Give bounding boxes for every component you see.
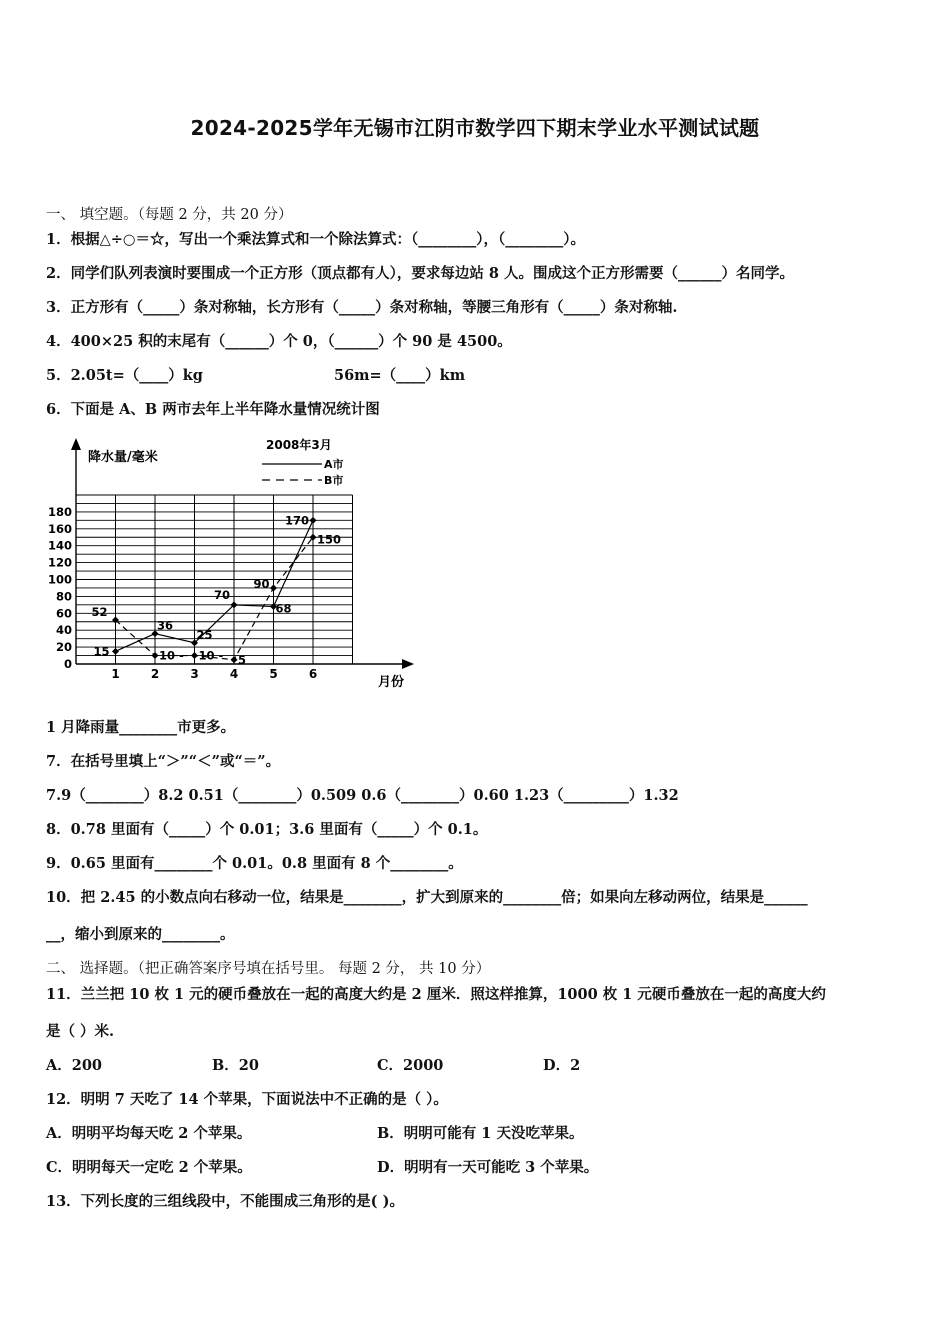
data-label: 68 xyxy=(275,601,292,616)
question-2: 2．同学们队列表演时要围成一个正方形（顶点都有人），要求每边站 8 人。围成这个正方形需要（______）名同学。 xyxy=(46,265,795,282)
y-axis-arrow xyxy=(71,438,81,450)
question-9: 9．0.65 里面有________个 0.01。0.8 里面有 8 个________。 xyxy=(46,855,463,872)
x-tick-label: 1 xyxy=(111,667,120,681)
x-tick-label: 3 xyxy=(190,667,199,681)
question-12: 12．明明 7 天吃了 14 个苹果，下面说法中不正确的是（ ）。 xyxy=(46,1091,448,1108)
question-11-line2: 是（ ）米. xyxy=(46,1023,115,1040)
y-tick-label: 140 xyxy=(47,538,72,553)
data-label: 10 - xyxy=(198,648,224,663)
y-tick-label: 160 xyxy=(47,521,72,536)
section1-header: 一、 填空题。（每题 2 分，共 20 分） xyxy=(46,207,293,223)
question-5-a: 5．2.05t=（____）kg xyxy=(46,367,203,384)
chart-y-axis-label: 降水量/毫米 xyxy=(88,450,158,465)
question-3: 3．正方形有（_____）条对称轴，长方形有（_____）条对称轴，等腰三角形有（_____）条对称轴. xyxy=(46,299,678,316)
x-tick-label: 5 xyxy=(269,667,278,681)
x-tick-label: 4 xyxy=(229,667,239,681)
data-label: 5 xyxy=(238,652,247,667)
x-tick-label: 6 xyxy=(308,667,318,681)
question-10-line2: __，缩小到原来的________。 xyxy=(46,926,235,943)
question-12-option-a: A．明明平均每天吃 2 个苹果。 xyxy=(46,1125,252,1142)
legend-a-label: A市 xyxy=(324,458,344,471)
question-11-line1: 11．兰兰把 10 枚 1 元的硬币叠放在一起的高度大约是 2 厘米．照这样推算，1000 枚 1 元硬币叠放在一起的高度大约 xyxy=(46,986,826,1003)
data-point xyxy=(310,517,317,524)
question-12-option-b: B．明明可能有 1 天没吃苹果。 xyxy=(377,1125,584,1142)
y-tick-label: 40 xyxy=(55,623,72,638)
data-label: 25 xyxy=(196,627,213,642)
y-tick-label: 180 xyxy=(47,504,72,519)
x-axis-arrow xyxy=(402,659,414,669)
y-tick-label: 60 xyxy=(55,606,72,621)
data-label: 150 xyxy=(317,532,342,547)
question-11-option-a: A．200 xyxy=(46,1057,103,1074)
question-1: 1．根据△÷○＝☆，写出一个乘法算式和一个除法算式：（________），（________）。 xyxy=(46,231,586,248)
data-label: 170 xyxy=(285,513,310,528)
data-label: 52 xyxy=(91,605,108,620)
chart-y-ticks xyxy=(48,505,72,671)
data-point xyxy=(191,652,198,659)
question-12-option-d: D．明明有一天可能吃 3 个苹果。 xyxy=(377,1159,599,1176)
chart-axes xyxy=(71,438,414,669)
question-6: 6．下面是 A、B 两市去年上半年降水量情况统计图 xyxy=(46,401,380,418)
data-point xyxy=(231,656,238,663)
y-tick-label: 100 xyxy=(47,572,72,587)
page-title: 2024-2025学年无锡市江阴市数学四下期末学业水平测试试题 xyxy=(190,116,760,140)
y-tick-label: 20 xyxy=(55,640,72,655)
y-tick-label: 80 xyxy=(55,589,72,604)
legend-b-label: B市 xyxy=(324,474,344,487)
data-label: 70 xyxy=(214,587,231,602)
chart-x-ticks xyxy=(111,667,317,681)
data-point xyxy=(112,648,119,655)
x-tick-label: 2 xyxy=(150,667,160,681)
chart-title: 2008年3月 xyxy=(266,438,332,452)
question-12-option-c: C．明明每天一定吃 2 个苹果。 xyxy=(46,1159,252,1176)
question-11-option-b: B．20 xyxy=(212,1057,259,1074)
question-11-option-d: D．2 xyxy=(543,1057,581,1074)
data-point xyxy=(152,652,159,659)
series-line-a xyxy=(116,520,314,651)
data-point xyxy=(270,584,277,591)
chart-legend xyxy=(262,457,344,487)
question-5-b: 56m=（____）km xyxy=(334,367,466,384)
question-8: 8．0.78 里面有（_____）个 0.01；3.6 里面有（_____）个 0.1。 xyxy=(46,821,488,838)
question-7: 7．在括号里填上“＞”“＜”或“＝”。 xyxy=(46,753,281,770)
y-tick-label: 120 xyxy=(47,555,72,570)
question-6-blank: 1 月降雨量________市更多。 xyxy=(46,719,236,736)
question-11-option-c: C．2000 xyxy=(377,1057,444,1074)
section2-header: 二、 选择题。（把正确答案序号填在括号里。 每题 2 分， 共 10 分） xyxy=(46,961,491,977)
chart-x-axis-label: 月份 xyxy=(378,675,405,690)
data-label: 90 xyxy=(253,576,270,591)
rainfall-line-chart xyxy=(40,428,420,698)
data-label: 15 xyxy=(93,644,110,659)
y-tick-label: 0 xyxy=(63,657,72,671)
question-10-line1: 10．把 2.45 的小数点向右移动一位，结果是________，扩大到原来的________倍；如果向左移动两位，结果是______ xyxy=(46,889,808,906)
question-4: 4．400×25 积的末尾有（______）个 0，（______）个 90 是 4500。 xyxy=(46,333,512,350)
chart-data-labels xyxy=(92,513,342,666)
data-label: 10 - xyxy=(159,648,184,663)
question-7-items: 7.9（________）8.2 0.51（________）0.509 0.6（________）0.60 1.23（_________）1.32 xyxy=(46,787,679,804)
question-13: 13．下列长度的三组线段中，不能围成三角形的是( )。 xyxy=(46,1193,404,1210)
data-label: 36 xyxy=(157,618,174,633)
